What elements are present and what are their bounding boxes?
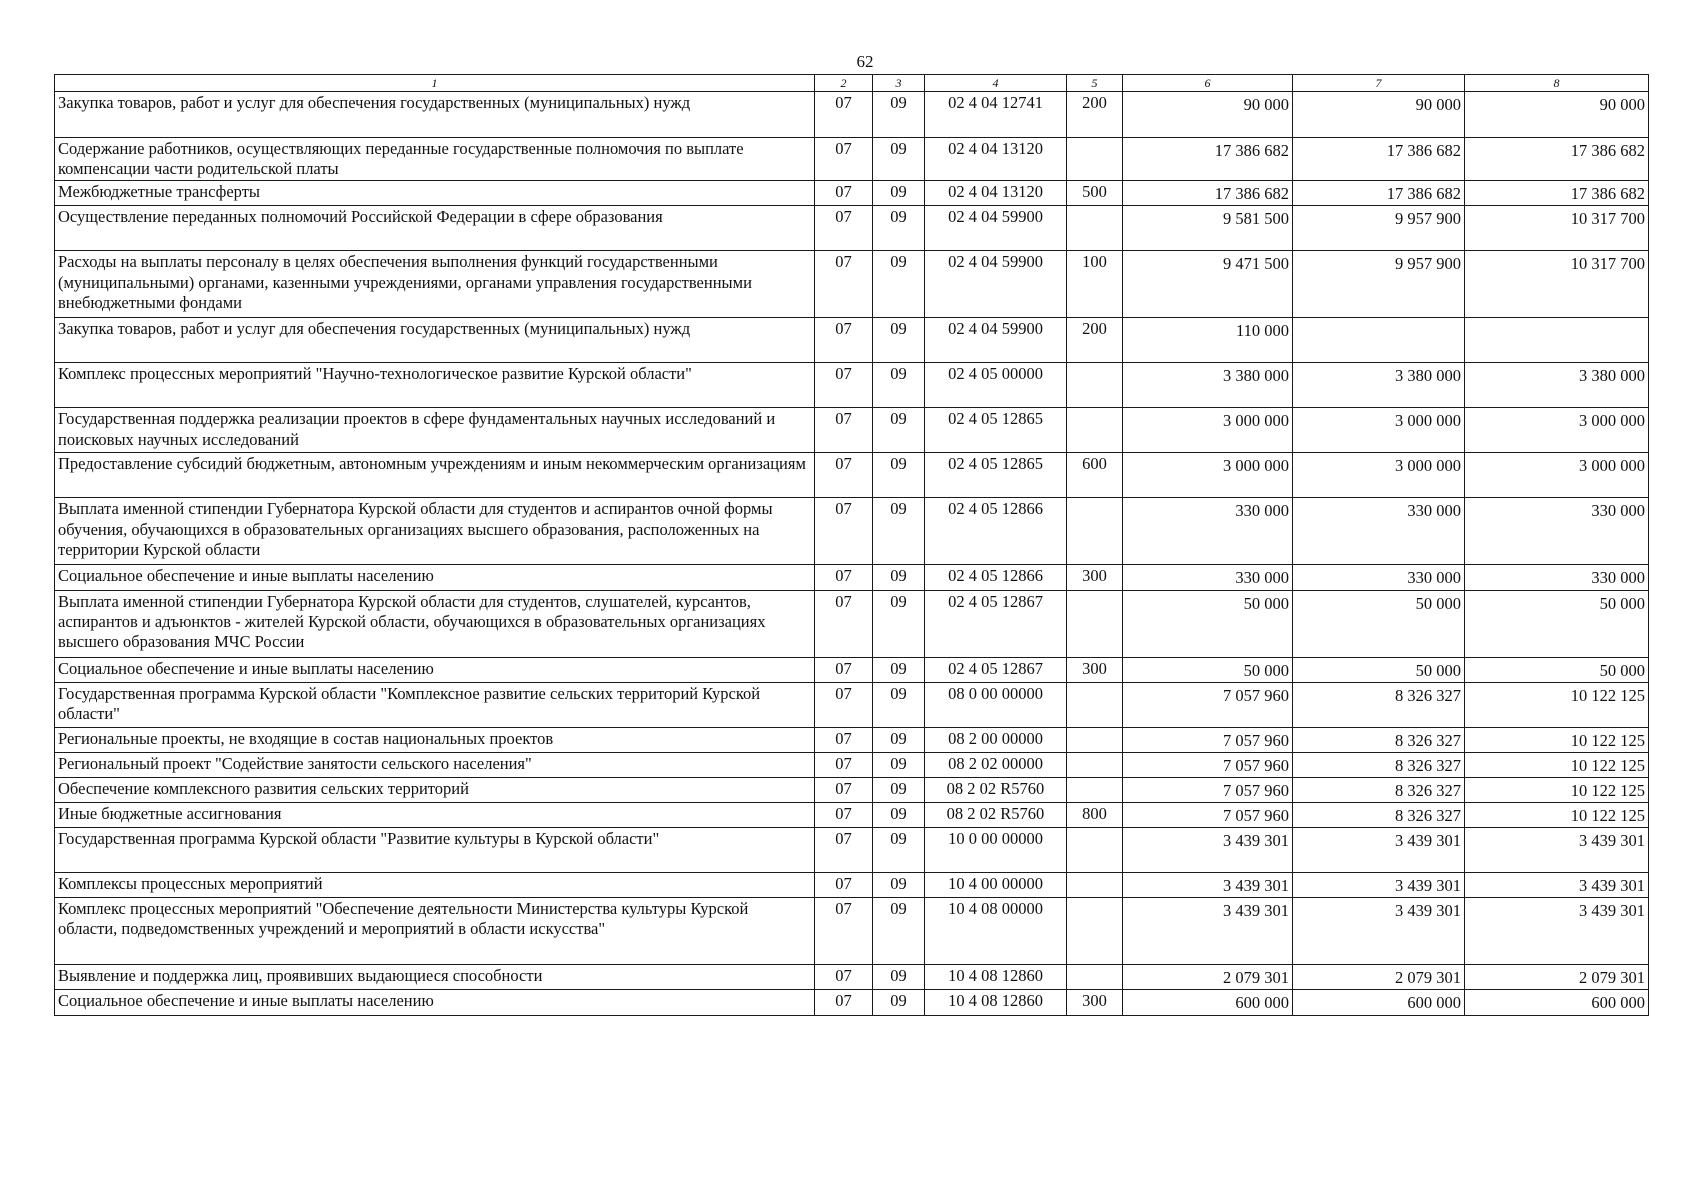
page-number: 62 (856, 52, 874, 71)
row-amount-year2-cell (1293, 657, 1465, 682)
table-row (55, 965, 1649, 990)
row-subsection-cell: 09 (873, 873, 925, 898)
row-amount-year1-cell (1123, 752, 1293, 777)
table-row (55, 727, 1649, 752)
amount-value: 3 439 301 (1395, 876, 1461, 896)
amount-value: 17 386 682 (1570, 141, 1645, 160)
row-amount-year3-cell (1465, 873, 1649, 898)
row-target-code-cell: 08 2 00 00000 (925, 727, 1067, 752)
amount-value: 600 000 (1235, 993, 1289, 1013)
row-group-cell: 200 (1067, 92, 1123, 138)
amount-value: 17 386 682 (1570, 184, 1645, 204)
amount-value: 50 000 (1599, 593, 1645, 613)
row-amount-year1-cell (1123, 990, 1293, 1015)
row-group-cell (1067, 873, 1123, 898)
table-row (55, 803, 1649, 828)
row-target-code-cell: 08 2 02 R5760 (925, 803, 1067, 828)
row-amount-year2-cell (1293, 453, 1465, 498)
row-section-cell: 07 (815, 965, 873, 990)
row-target-code-cell: 02 4 05 12867 (925, 590, 1067, 657)
row-name-cell: Государственная поддержка реализации проектов в сфере фундаментальных научных исследований и поисковых научных исследований (55, 408, 815, 453)
row-target-code-cell: 10 0 00 00000 (925, 828, 1067, 873)
row-amount-year1-cell (1123, 727, 1293, 752)
amount-value: 50 000 (1415, 660, 1461, 680)
row-subsection-cell: 09 (873, 752, 925, 777)
amount-value: 600 000 (1407, 993, 1461, 1013)
row-target-code-cell: 02 4 05 00000 (925, 363, 1067, 408)
row-subsection-cell: 09 (873, 727, 925, 752)
amount-value: 3 439 301 (1579, 876, 1645, 896)
table-body (55, 92, 1649, 1016)
row-amount-year3-cell (1465, 898, 1649, 965)
row-subsection-cell: 09 (873, 206, 925, 251)
table-row (55, 752, 1649, 777)
row-amount-year1-cell (1123, 590, 1293, 657)
row-subsection-cell: 09 (873, 453, 925, 498)
row-subsection-cell: 09 (873, 181, 925, 206)
row-name-cell: Обеспечение комплексного развития сельских территорий (55, 777, 815, 802)
row-amount-year1-cell (1123, 803, 1293, 828)
table-row (55, 777, 1649, 802)
row-amount-year2-cell (1293, 727, 1465, 752)
row-amount-year2-cell (1293, 363, 1465, 408)
row-amount-year2-cell (1293, 251, 1465, 318)
row-name-cell: Выплата именной стипендии Губернатора Курской области для студентов, слушателей, курсантов, аспирантов и адъюнктов - жителей Курской области, обучающихся в образовательных организациях высшего образования МЧС России (55, 590, 815, 657)
amount-value: 50 000 (1599, 660, 1645, 680)
row-section-cell: 07 (815, 590, 873, 657)
table-row (55, 498, 1649, 565)
amount-value: 10 122 125 (1570, 685, 1645, 705)
row-amount-year2-cell (1293, 803, 1465, 828)
row-amount-year1-cell (1123, 682, 1293, 727)
row-amount-year3-cell (1465, 453, 1649, 498)
row-name-cell: Закупка товаров, работ и услуг для обеспечения государственных (муниципальных) нужд (55, 318, 815, 363)
amount-value: 2 079 301 (1223, 968, 1289, 988)
amount-value: 17 386 682 (1214, 184, 1289, 204)
row-group-cell (1067, 206, 1123, 251)
row-section-cell: 07 (815, 657, 873, 682)
row-amount-year1-cell (1123, 498, 1293, 565)
row-subsection-cell: 09 (873, 590, 925, 657)
table-row (55, 828, 1649, 873)
row-group-cell: 300 (1067, 657, 1123, 682)
row-group-cell (1067, 363, 1123, 408)
amount-value: 600 000 (1591, 993, 1645, 1013)
row-amount-year3-cell (1465, 752, 1649, 777)
row-group-cell (1067, 682, 1123, 727)
row-subsection-cell: 09 (873, 828, 925, 873)
row-target-code-cell: 10 4 08 12860 (925, 965, 1067, 990)
row-section-cell: 07 (815, 990, 873, 1015)
row-name-cell: Социальное обеспечение и иные выплаты населению (55, 990, 815, 1015)
row-section-cell: 07 (815, 181, 873, 206)
amount-value: 3 439 301 (1395, 901, 1461, 921)
row-name-cell: Государственная программа Курской области "Развитие культуры в Курской области" (55, 828, 815, 873)
row-subsection-cell: 09 (873, 318, 925, 363)
row-subsection-cell: 09 (873, 251, 925, 318)
row-amount-year3-cell (1465, 408, 1649, 453)
row-amount-year1-cell (1123, 453, 1293, 498)
row-target-code-cell: 02 4 05 12867 (925, 657, 1067, 682)
row-amount-year2-cell (1293, 408, 1465, 453)
row-group-cell: 600 (1067, 453, 1123, 498)
amount-value: 17 386 682 (1214, 141, 1289, 160)
row-target-code-cell: 08 0 00 00000 (925, 682, 1067, 727)
amount-value: 3 380 000 (1579, 366, 1645, 386)
row-name-cell: Региональный проект "Содействие занятости сельского населения" (55, 752, 815, 777)
amount-value: 3 439 301 (1579, 831, 1645, 851)
amount-value: 9 957 900 (1395, 209, 1461, 229)
row-target-code-cell: 02 4 05 12866 (925, 565, 1067, 590)
row-section-cell: 07 (815, 777, 873, 802)
row-amount-year1-cell (1123, 873, 1293, 898)
row-amount-year1-cell (1123, 828, 1293, 873)
column-header: 6 (1123, 75, 1293, 92)
row-name-cell: Государственная программа Курской области "Комплексное развитие сельских территорий Курской области" (55, 682, 815, 727)
row-group-cell (1067, 727, 1123, 752)
row-section-cell: 07 (815, 682, 873, 727)
table-row (55, 92, 1649, 138)
row-subsection-cell: 09 (873, 363, 925, 408)
row-section-cell: 07 (815, 206, 873, 251)
row-amount-year3-cell (1465, 828, 1649, 873)
row-amount-year1-cell (1123, 92, 1293, 138)
row-amount-year2-cell (1293, 828, 1465, 873)
amount-value: 330 000 (1235, 568, 1289, 588)
row-amount-year3-cell (1465, 990, 1649, 1015)
row-amount-year1-cell (1123, 898, 1293, 965)
row-target-code-cell: 02 4 04 59900 (925, 206, 1067, 251)
amount-value: 9 581 500 (1223, 209, 1289, 229)
row-name-cell: Расходы на выплаты персоналу в целях обеспечения выполнения функций государственными (муниципальными) органами, казенными учреждениями, органами управления государственными внебюджетными фондами (55, 251, 815, 318)
row-target-code-cell: 08 2 02 00000 (925, 752, 1067, 777)
amount-value: 10 122 125 (1570, 780, 1645, 800)
row-section-cell: 07 (815, 363, 873, 408)
column-header: 7 (1293, 75, 1465, 92)
amount-value: 7 057 960 (1223, 806, 1289, 825)
row-section-cell: 07 (815, 92, 873, 138)
table-row (55, 251, 1649, 318)
amount-value: 10 122 125 (1570, 806, 1645, 825)
row-group-cell: 100 (1067, 251, 1123, 318)
row-amount-year2-cell (1293, 682, 1465, 727)
row-amount-year2-cell (1293, 565, 1465, 590)
row-group-cell: 300 (1067, 565, 1123, 590)
row-amount-year3-cell (1465, 318, 1649, 363)
row-amount-year1-cell (1123, 318, 1293, 363)
table-row (55, 206, 1649, 251)
row-amount-year2-cell (1293, 138, 1465, 181)
amount-value: 110 000 (1235, 321, 1289, 341)
amount-value: 50 000 (1243, 660, 1289, 680)
row-amount-year2-cell (1293, 318, 1465, 363)
row-group-cell (1067, 965, 1123, 990)
amount-value: 3 439 301 (1223, 831, 1289, 851)
amount-value: 9 957 900 (1395, 254, 1461, 274)
table-row (55, 682, 1649, 727)
row-group-cell (1067, 752, 1123, 777)
row-group-cell: 200 (1067, 318, 1123, 363)
row-section-cell: 07 (815, 828, 873, 873)
row-amount-year3-cell (1465, 92, 1649, 138)
column-header: 4 (925, 75, 1067, 92)
row-target-code-cell: 02 4 05 12865 (925, 408, 1067, 453)
row-amount-year1-cell (1123, 565, 1293, 590)
row-subsection-cell: 09 (873, 408, 925, 453)
column-header: 5 (1067, 75, 1123, 92)
row-name-cell: Содержание работников, осуществляющих переданные государственные полномочия по выплате компенсации части родительской платы (55, 138, 815, 181)
table-row (55, 990, 1649, 1015)
row-target-code-cell: 10 4 08 00000 (925, 898, 1067, 965)
row-amount-year3-cell (1465, 181, 1649, 206)
row-section-cell: 07 (815, 898, 873, 965)
table-row (55, 181, 1649, 206)
row-target-code-cell: 10 4 00 00000 (925, 873, 1067, 898)
row-section-cell: 07 (815, 251, 873, 318)
row-subsection-cell: 09 (873, 565, 925, 590)
row-name-cell: Социальное обеспечение и иные выплаты населению (55, 657, 815, 682)
amount-value: 10 122 125 (1570, 730, 1645, 750)
amount-value: 10 317 700 (1570, 254, 1645, 274)
amount-value: 90 000 (1243, 95, 1289, 114)
row-name-cell: Региональные проекты, не входящие в состав национальных проектов (55, 727, 815, 752)
row-amount-year2-cell (1293, 181, 1465, 206)
row-amount-year1-cell (1123, 206, 1293, 251)
row-group-cell (1067, 498, 1123, 565)
row-amount-year2-cell (1293, 206, 1465, 251)
amount-value: 3 000 000 (1579, 411, 1645, 431)
row-group-cell: 800 (1067, 803, 1123, 828)
row-target-code-cell: 02 4 04 12741 (925, 92, 1067, 138)
row-amount-year2-cell (1293, 777, 1465, 802)
row-group-cell: 500 (1067, 181, 1123, 206)
row-section-cell: 07 (815, 565, 873, 590)
amount-value: 8 326 327 (1395, 755, 1461, 775)
amount-value: 2 079 301 (1579, 968, 1645, 988)
row-target-code-cell: 02 4 04 13120 (925, 181, 1067, 206)
row-target-code-cell: 02 4 04 13120 (925, 138, 1067, 181)
row-section-cell: 07 (815, 498, 873, 565)
table-row (55, 453, 1649, 498)
table-row (55, 138, 1649, 181)
row-subsection-cell: 09 (873, 965, 925, 990)
row-target-code-cell: 02 4 04 59900 (925, 318, 1067, 363)
row-subsection-cell: 09 (873, 777, 925, 802)
row-amount-year3-cell (1465, 206, 1649, 251)
table-row (55, 363, 1649, 408)
row-group-cell (1067, 777, 1123, 802)
row-amount-year2-cell (1293, 752, 1465, 777)
row-amount-year3-cell (1465, 590, 1649, 657)
row-group-cell (1067, 898, 1123, 965)
row-subsection-cell: 09 (873, 657, 925, 682)
row-target-code-cell: 02 4 05 12865 (925, 453, 1067, 498)
amount-value: 2 079 301 (1395, 968, 1461, 988)
amount-value: 9 471 500 (1223, 254, 1289, 274)
row-target-code-cell: 08 2 02 R5760 (925, 777, 1067, 802)
row-subsection-cell: 09 (873, 138, 925, 181)
row-amount-year3-cell (1465, 498, 1649, 565)
row-target-code-cell: 02 4 05 12866 (925, 498, 1067, 565)
row-amount-year3-cell (1465, 251, 1649, 318)
row-amount-year1-cell (1123, 363, 1293, 408)
table-row (55, 657, 1649, 682)
row-amount-year2-cell (1293, 873, 1465, 898)
table-row (55, 318, 1649, 363)
row-group-cell (1067, 590, 1123, 657)
column-header: 2 (815, 75, 873, 92)
amount-value: 3 439 301 (1223, 876, 1289, 896)
amount-value: 7 057 960 (1223, 755, 1289, 775)
amount-value: 90 000 (1415, 95, 1461, 114)
column-header: 8 (1465, 75, 1649, 92)
row-section-cell: 07 (815, 873, 873, 898)
row-name-cell: Межбюджетные трансферты (55, 181, 815, 206)
amount-value: 7 057 960 (1223, 685, 1289, 705)
row-amount-year1-cell (1123, 181, 1293, 206)
row-target-code-cell: 02 4 04 59900 (925, 251, 1067, 318)
row-section-cell: 07 (815, 138, 873, 181)
row-name-cell: Осуществление переданных полномочий Российской Федерации в сфере образования (55, 206, 815, 251)
amount-value: 10 122 125 (1570, 755, 1645, 775)
row-name-cell: Выявление и поддержка лиц, проявивших выдающиеся способности (55, 965, 815, 990)
amount-value: 8 326 327 (1395, 730, 1461, 750)
amount-value: 8 326 327 (1395, 780, 1461, 800)
row-group-cell (1067, 828, 1123, 873)
row-section-cell: 07 (815, 318, 873, 363)
amount-value: 8 326 327 (1395, 685, 1461, 705)
row-section-cell: 07 (815, 408, 873, 453)
row-subsection-cell: 09 (873, 498, 925, 565)
amount-value: 3 439 301 (1579, 901, 1645, 921)
amount-value: 3 380 000 (1395, 366, 1461, 386)
row-group-cell (1067, 408, 1123, 453)
amount-value: 3 000 000 (1395, 411, 1461, 431)
row-name-cell: Социальное обеспечение и иные выплаты населению (55, 565, 815, 590)
row-amount-year3-cell (1465, 363, 1649, 408)
table-row (55, 408, 1649, 453)
row-amount-year2-cell (1293, 965, 1465, 990)
row-name-cell: Комплекс процессных мероприятий "Научно-технологическое развитие Курской области" (55, 363, 815, 408)
row-amount-year2-cell (1293, 498, 1465, 565)
budget-table (54, 74, 1649, 1016)
row-subsection-cell: 09 (873, 682, 925, 727)
row-section-cell: 07 (815, 727, 873, 752)
amount-value: 90 000 (1599, 95, 1645, 114)
row-name-cell: Комплексы процессных мероприятий (55, 873, 815, 898)
row-amount-year3-cell (1465, 138, 1649, 181)
row-name-cell: Выплата именной стипендии Губернатора Курской области для студентов и аспирантов очной формы обучения, обучающихся в образовательных организациях высшего образования, расположенных на территории Курской области (55, 498, 815, 565)
amount-value: 8 326 327 (1395, 806, 1461, 825)
amount-value: 50 000 (1415, 593, 1461, 613)
amount-value: 7 057 960 (1223, 780, 1289, 800)
amount-value: 3 439 301 (1395, 831, 1461, 851)
amount-value: 330 000 (1235, 501, 1289, 521)
table-row (55, 565, 1649, 590)
table-row (55, 590, 1649, 657)
row-name-cell: Иные бюджетные ассигнования (55, 803, 815, 828)
row-amount-year3-cell (1465, 682, 1649, 727)
row-amount-year3-cell (1465, 803, 1649, 828)
row-amount-year3-cell (1465, 727, 1649, 752)
column-header: 3 (873, 75, 925, 92)
row-subsection-cell: 09 (873, 803, 925, 828)
amount-value: 3 000 000 (1223, 456, 1289, 476)
row-amount-year2-cell (1293, 92, 1465, 138)
row-amount-year1-cell (1123, 965, 1293, 990)
amount-value: 330 000 (1591, 568, 1645, 588)
row-name-cell: Предоставление субсидий бюджетным, автономным учреждениям и иным некоммерческим организациям (55, 453, 815, 498)
amount-value: 3 000 000 (1395, 456, 1461, 476)
row-amount-year1-cell (1123, 138, 1293, 181)
amount-value: 330 000 (1407, 568, 1461, 588)
row-amount-year2-cell (1293, 898, 1465, 965)
row-amount-year3-cell (1465, 965, 1649, 990)
amount-value: 7 057 960 (1223, 730, 1289, 750)
row-subsection-cell: 09 (873, 92, 925, 138)
row-name-cell: Закупка товаров, работ и услуг для обеспечения государственных (муниципальных) нужд (55, 92, 815, 138)
amount-value: 3 439 301 (1223, 901, 1289, 921)
row-name-cell: Комплекс процессных мероприятий "Обеспечение деятельности Министерства культуры Курской области, подведомственных учреждений и мероприятий в области искусства" (55, 898, 815, 965)
amount-value: 17 386 682 (1386, 141, 1461, 160)
amount-value: 17 386 682 (1386, 184, 1461, 204)
column-header: 1 (55, 75, 815, 92)
amount-value: 3 380 000 (1223, 366, 1289, 386)
row-group-cell (1067, 138, 1123, 181)
row-section-cell: 07 (815, 803, 873, 828)
row-subsection-cell: 09 (873, 990, 925, 1015)
table-row (55, 898, 1649, 965)
row-section-cell: 07 (815, 752, 873, 777)
row-amount-year3-cell (1465, 657, 1649, 682)
amount-value: 3 000 000 (1223, 411, 1289, 431)
row-amount-year3-cell (1465, 777, 1649, 802)
row-amount-year1-cell (1123, 408, 1293, 453)
amount-value: 10 317 700 (1570, 209, 1645, 229)
row-amount-year1-cell (1123, 657, 1293, 682)
row-subsection-cell: 09 (873, 898, 925, 965)
row-section-cell: 07 (815, 453, 873, 498)
row-amount-year3-cell (1465, 565, 1649, 590)
table-row (55, 873, 1649, 898)
row-amount-year1-cell (1123, 251, 1293, 318)
amount-value: 3 000 000 (1579, 456, 1645, 476)
amount-value: 50 000 (1243, 593, 1289, 613)
row-amount-year1-cell (1123, 777, 1293, 802)
amount-value: 330 000 (1407, 501, 1461, 521)
row-amount-year2-cell (1293, 590, 1465, 657)
row-group-cell: 300 (1067, 990, 1123, 1015)
header-row (55, 75, 1649, 92)
row-amount-year2-cell (1293, 990, 1465, 1015)
amount-value: 330 000 (1591, 501, 1645, 521)
row-target-code-cell: 10 4 08 12860 (925, 990, 1067, 1015)
